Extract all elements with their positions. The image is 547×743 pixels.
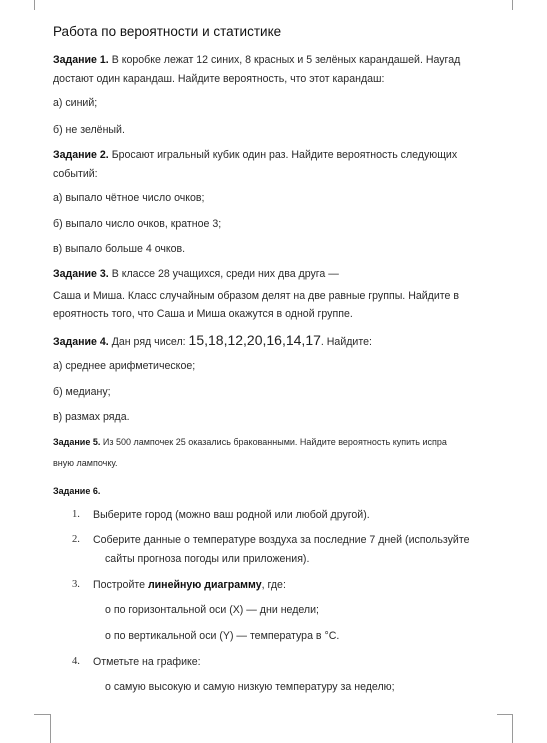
crop-mark-bottom-right-vertical <box>512 714 513 743</box>
task2-line1 <box>53 149 457 161</box>
task3-line1 <box>53 268 339 280</box>
task2-text-line1: Бросают игральный кубик один раз. Найдите вероятность следующих <box>111 149 458 161</box>
task1-label: Задание 1. <box>53 54 109 66</box>
task6-item3-text-before: Постройте <box>93 579 148 591</box>
task1-option-b: б) не зелёный. <box>53 124 125 136</box>
task2-label: Задание 2. <box>53 149 109 161</box>
task3-text-line2: Саша и Миша. Класс случайным образом делят на две равные группы. Найдите в <box>53 290 459 302</box>
task2-option-c: в) выпало больше 4 очков. <box>53 243 186 255</box>
task6-item4-number: 4. <box>72 656 80 667</box>
task6-item3-text <box>93 579 286 591</box>
task4-option-b: б) медиану; <box>53 386 111 398</box>
document-title: Работа по вероятности и статистике <box>53 24 282 39</box>
task5-label: Задание 5. <box>53 437 101 447</box>
task6-heading <box>53 486 100 496</box>
task5-text-line2: вную лампочку. <box>53 458 118 468</box>
task4-text-after: . Найдите: <box>320 336 372 348</box>
task3-label: Задание 3. <box>53 268 109 280</box>
task5-text-line1: Из 500 лампочек 25 оказались бракованными. Найдите вероятность купить испра <box>102 437 447 447</box>
task1-line1 <box>53 54 460 66</box>
task4-text-before: Дан ряд чисел: <box>111 336 186 348</box>
task2-text-line2: событий: <box>53 168 98 180</box>
task1-text-line2: достают один карандаш. Найдите вероятность, что этот карандаш: <box>53 73 385 85</box>
crop-mark-bottom-left <box>34 714 50 715</box>
task6-item1-number: 1. <box>72 509 80 520</box>
crop-mark-top-right <box>512 0 513 10</box>
task6-item3-text-bold: линейную диаграмму <box>147 579 262 591</box>
task6-item3-text-after: , где: <box>261 579 286 591</box>
task4-numbers: 15,18,12,20,16,14,17 <box>188 332 321 348</box>
task4-line1 <box>53 332 372 348</box>
task4-label: Задание 4. <box>53 336 109 348</box>
task6-item3-sub2: о по вертикальной оси (Y) — температура в °C. <box>105 630 340 642</box>
task5-line1 <box>53 437 447 447</box>
task6-label: Задание 6. <box>53 486 101 496</box>
task4-option-a: а) среднее арифметическое; <box>53 360 196 372</box>
task6-item2-text2: сайты прогноза погоды или приложения). <box>105 553 310 565</box>
crop-mark-bottom-right <box>497 714 513 715</box>
task3-text-line3: ероятность того, что Саша и Миша окажутся в одной группе. <box>53 308 353 320</box>
task6-item1-text: Выберите город (можно ваш родной или любой другой). <box>93 509 370 521</box>
task3-text-line1: В классе 28 учащихся, среди них два друга — <box>111 268 339 280</box>
task1-text-line1: В коробке лежат 12 синих, 8 красных и 5 зелёных карандашей. Наугад <box>111 54 461 66</box>
task6-item3-number: 3. <box>72 579 80 590</box>
task6-item3-sub1: о по горизонтальной оси (X) — дни недели; <box>105 604 319 616</box>
task1-option-a: а) синий; <box>53 97 98 109</box>
task6-item2-number: 2. <box>72 534 80 545</box>
crop-mark-top-left <box>34 0 35 10</box>
task6-item2-text: Соберите данные о температуре воздуха за последние 7 дней (используйте <box>93 534 470 546</box>
crop-mark-bottom-left-vertical <box>50 714 51 743</box>
task2-option-b: б) выпало число очков, кратное 3; <box>53 218 222 230</box>
task4-option-c: в) размах ряда. <box>53 411 130 423</box>
task2-option-a: а) выпало чётное число очков; <box>53 192 205 204</box>
task6-item4-text: Отметьте на графике: <box>93 656 201 668</box>
task6-item4-sub1: о самую высокую и самую низкую температуру за неделю; <box>105 681 395 693</box>
